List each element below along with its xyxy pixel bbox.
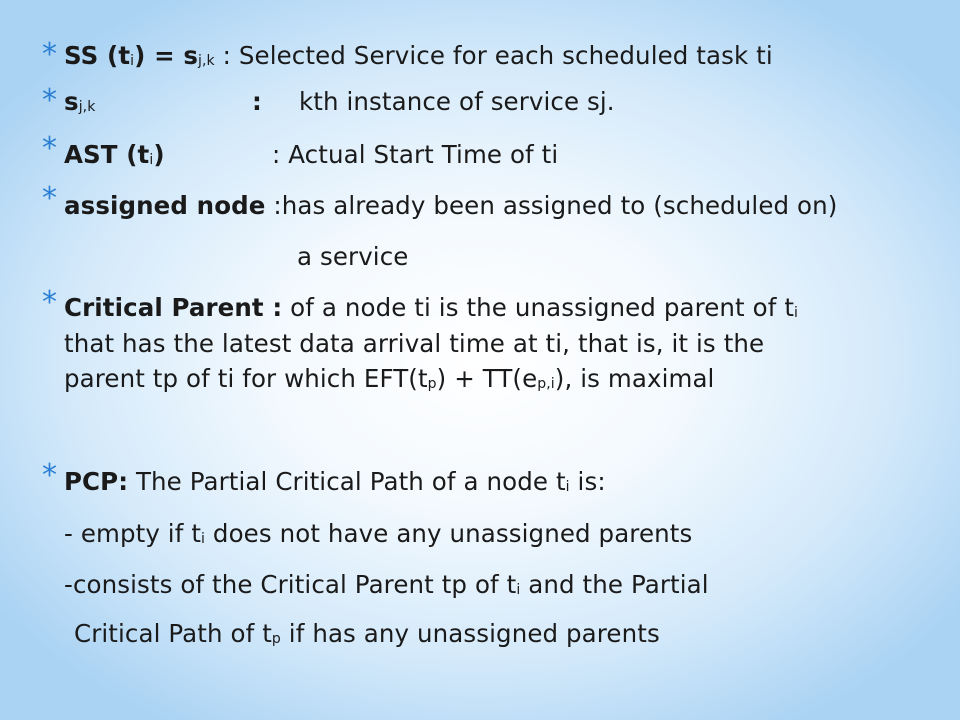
bullet-star-icon: * bbox=[42, 37, 57, 72]
critical-parent-line-3 bbox=[64, 362, 714, 400]
text-segment: ), is maximal bbox=[554, 364, 715, 393]
subscript: j,k bbox=[78, 99, 96, 115]
bullet-ss bbox=[64, 39, 773, 77]
ast-term-close: ) bbox=[153, 140, 165, 169]
critical-parent-term: Critical Parent : bbox=[64, 293, 283, 322]
subscript: i bbox=[565, 479, 570, 495]
bullet-star-icon: * bbox=[42, 131, 57, 166]
subscript: i bbox=[794, 305, 799, 321]
bullet-pcp bbox=[64, 465, 606, 503]
assigned-node-continuation: a service bbox=[297, 242, 409, 271]
bullet-star-icon: * bbox=[42, 285, 57, 320]
text-segment: Critical Path of t bbox=[74, 619, 272, 648]
bullet-ast bbox=[64, 138, 165, 176]
bullet-star-icon: * bbox=[42, 458, 57, 493]
ast-term: AST (t bbox=[64, 140, 150, 169]
text-segment: and the Partial bbox=[520, 570, 709, 599]
subscript: p bbox=[427, 376, 437, 392]
pcp-term: PCP: bbox=[64, 467, 129, 496]
subscript: j,k bbox=[198, 53, 215, 69]
bullet-critical-parent bbox=[64, 291, 798, 329]
pcp-definition: The Partial Critical Path of a node t bbox=[128, 467, 566, 496]
subscript: i bbox=[201, 531, 206, 547]
subscript: i bbox=[516, 582, 521, 598]
ss-definition: : Selected Service for each scheduled task ti bbox=[214, 41, 773, 70]
sjk-definition: kth instance of service sj. bbox=[299, 87, 615, 116]
text-segment: does not have any unassigned parents bbox=[205, 519, 693, 548]
sjk-term: s bbox=[64, 87, 79, 116]
subscript: p bbox=[271, 631, 281, 647]
sjk-colon: : bbox=[252, 87, 262, 116]
pcp-line-critical-path bbox=[74, 617, 660, 655]
assigned-node-term: assigned node bbox=[64, 191, 266, 220]
subscript: i bbox=[149, 152, 154, 168]
pcp-line-empty bbox=[64, 517, 692, 555]
subscript: p,i bbox=[537, 376, 555, 392]
critical-parent-line-2: that has the latest data arrival time at ti, that is, it is the bbox=[64, 329, 765, 358]
text-segment: - empty if t bbox=[64, 519, 202, 548]
text-segment: is: bbox=[569, 467, 606, 496]
text-segment: parent tp of ti for which EFT(t bbox=[64, 364, 428, 393]
assigned-node-definition: :has already been assigned to (scheduled on) bbox=[265, 191, 838, 220]
subscript: i bbox=[130, 53, 135, 69]
ss-term: SS (t bbox=[64, 41, 131, 70]
bullet-assigned-node bbox=[64, 189, 837, 223]
bullet-star-icon: * bbox=[42, 83, 57, 118]
bullet-star-icon: * bbox=[42, 181, 57, 216]
bullet-sjk bbox=[64, 85, 95, 123]
ast-definition: : Actual Start Time of ti bbox=[272, 140, 559, 169]
ss-term-eq: ) = s bbox=[134, 41, 199, 70]
pcp-line-consists bbox=[64, 568, 709, 606]
text-segment: if has any unassigned parents bbox=[280, 619, 660, 648]
critical-parent-definition: of a node ti is the unassigned parent of t bbox=[282, 293, 795, 322]
text-segment: -consists of the Critical Parent tp of t bbox=[64, 570, 517, 599]
text-segment: ) + TT(e bbox=[436, 364, 538, 393]
